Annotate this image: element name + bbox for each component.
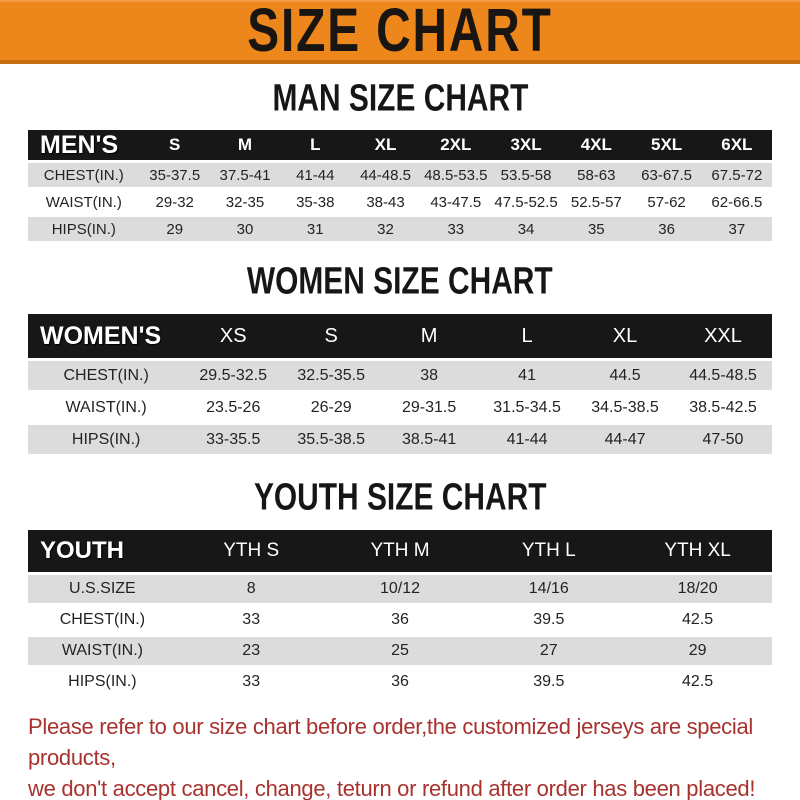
table-row [28, 393, 772, 422]
size-column-header: YTH M [326, 530, 475, 572]
table-header-row [28, 130, 772, 160]
size-column-header: 3XL [491, 130, 561, 160]
size-cell: 31 [280, 217, 350, 241]
row-label: HIPS(IN.) [28, 425, 184, 454]
size-cell: 36 [631, 217, 701, 241]
size-cell: 42.5 [623, 606, 772, 634]
table-row [28, 163, 772, 187]
size-cell: 32-35 [210, 190, 280, 214]
size-column-header: XL [350, 130, 420, 160]
size-column-header: YTH S [177, 530, 326, 572]
size-cell: 29-32 [140, 190, 210, 214]
size-cell: 35.5-38.5 [282, 425, 380, 454]
size-cell: 23 [177, 637, 326, 665]
row-label: U.S.SIZE [28, 575, 177, 603]
size-cell: 29 [623, 637, 772, 665]
size-cell: 32.5-35.5 [282, 361, 380, 390]
size-cell: 33-35.5 [184, 425, 282, 454]
size-column-header: XS [184, 314, 282, 358]
table-row [28, 575, 772, 603]
size-cell: 39.5 [474, 668, 623, 696]
row-label: WAIST(IN.) [28, 393, 184, 422]
row-label: WAIST(IN.) [28, 637, 177, 665]
man-section-heading-text: MAN SIZE CHART [272, 76, 528, 120]
women-section-heading-text: WOMEN SIZE CHART [247, 259, 553, 303]
size-cell: 38-43 [350, 190, 420, 214]
table-title-label: WOMEN'S [28, 314, 184, 358]
row-label: CHEST(IN.) [28, 606, 177, 634]
size-cell: 48.5-53.5 [421, 163, 491, 187]
size-cell: 31.5-34.5 [478, 393, 576, 422]
table-header-row [28, 314, 772, 358]
table-row [28, 637, 772, 665]
table-row [28, 361, 772, 390]
size-column-header: L [280, 130, 350, 160]
table-row [28, 606, 772, 634]
size-cell: 47-50 [674, 425, 772, 454]
size-cell: 37 [702, 217, 772, 241]
size-cell: 41-44 [478, 425, 576, 454]
size-cell: 35-37.5 [140, 163, 210, 187]
size-cell: 14/16 [474, 575, 623, 603]
size-cell: 35-38 [280, 190, 350, 214]
size-cell: 29.5-32.5 [184, 361, 282, 390]
row-label: CHEST(IN.) [28, 361, 184, 390]
size-cell: 34 [491, 217, 561, 241]
size-column-header: 4XL [561, 130, 631, 160]
banner-title: SIZE CHART [247, 0, 553, 66]
size-column-header: YTH L [474, 530, 623, 572]
size-column-header: XL [576, 314, 674, 358]
size-cell: 29-31.5 [380, 393, 478, 422]
size-cell: 58-63 [561, 163, 631, 187]
table-row [28, 190, 772, 214]
youth-section-heading-text: YOUTH SIZE CHART [253, 475, 547, 519]
size-column-header: S [140, 130, 210, 160]
size-column-header: 2XL [421, 130, 491, 160]
man-section-heading [0, 76, 800, 120]
size-cell: 41-44 [280, 163, 350, 187]
size-cell: 39.5 [474, 606, 623, 634]
size-cell: 10/12 [326, 575, 475, 603]
size-cell: 33 [421, 217, 491, 241]
table-title-label: MEN'S [28, 130, 140, 160]
size-cell: 52.5-57 [561, 190, 631, 214]
size-cell: 44-48.5 [350, 163, 420, 187]
size-cell: 38 [380, 361, 478, 390]
size-cell: 26-29 [282, 393, 380, 422]
size-cell: 63-67.5 [631, 163, 701, 187]
size-cell: 41 [478, 361, 576, 390]
size-cell: 57-62 [631, 190, 701, 214]
size-cell: 25 [326, 637, 475, 665]
size-cell: 44.5 [576, 361, 674, 390]
size-cell: 33 [177, 606, 326, 634]
size-cell: 44.5-48.5 [674, 361, 772, 390]
size-cell: 32 [350, 217, 420, 241]
youth-section-heading [0, 475, 800, 519]
womens-size-table [28, 311, 772, 457]
size-cell: 23.5-26 [184, 393, 282, 422]
size-cell: 36 [326, 668, 475, 696]
size-column-header: M [210, 130, 280, 160]
table-row [28, 425, 772, 454]
mens-size-table [28, 127, 772, 244]
row-label: WAIST(IN.) [28, 190, 140, 214]
size-column-header: M [380, 314, 478, 358]
size-column-header: L [478, 314, 576, 358]
size-chart-banner [0, 0, 800, 64]
size-column-header: 5XL [631, 130, 701, 160]
size-cell: 37.5-41 [210, 163, 280, 187]
disclaimer-line-2: we don't accept cancel, change, teturn or refund after order has been placed! [28, 776, 756, 800]
disclaimer-text [28, 711, 772, 800]
table-header-row [28, 530, 772, 572]
size-cell: 36 [326, 606, 475, 634]
size-column-header: 6XL [702, 130, 772, 160]
size-column-header: YTH XL [623, 530, 772, 572]
size-column-header: S [282, 314, 380, 358]
size-cell: 44-47 [576, 425, 674, 454]
size-cell: 8 [177, 575, 326, 603]
size-cell: 29 [140, 217, 210, 241]
size-cell: 53.5-58 [491, 163, 561, 187]
size-cell: 38.5-42.5 [674, 393, 772, 422]
table-row [28, 668, 772, 696]
disclaimer-line-1: Please refer to our size chart before order,the customized jerseys are special products, [28, 714, 753, 770]
youth-size-table [28, 527, 772, 699]
women-section-heading [0, 259, 800, 303]
size-cell: 62-66.5 [702, 190, 772, 214]
size-cell: 27 [474, 637, 623, 665]
size-cell: 30 [210, 217, 280, 241]
size-cell: 43-47.5 [421, 190, 491, 214]
row-label: HIPS(IN.) [28, 668, 177, 696]
row-label: CHEST(IN.) [28, 163, 140, 187]
size-column-header: XXL [674, 314, 772, 358]
size-cell: 47.5-52.5 [491, 190, 561, 214]
size-cell: 67.5-72 [702, 163, 772, 187]
size-cell: 33 [177, 668, 326, 696]
size-cell: 34.5-38.5 [576, 393, 674, 422]
table-title-label: YOUTH [28, 530, 177, 572]
size-cell: 42.5 [623, 668, 772, 696]
row-label: HIPS(IN.) [28, 217, 140, 241]
size-cell: 38.5-41 [380, 425, 478, 454]
size-cell: 18/20 [623, 575, 772, 603]
table-row [28, 217, 772, 241]
size-cell: 35 [561, 217, 631, 241]
